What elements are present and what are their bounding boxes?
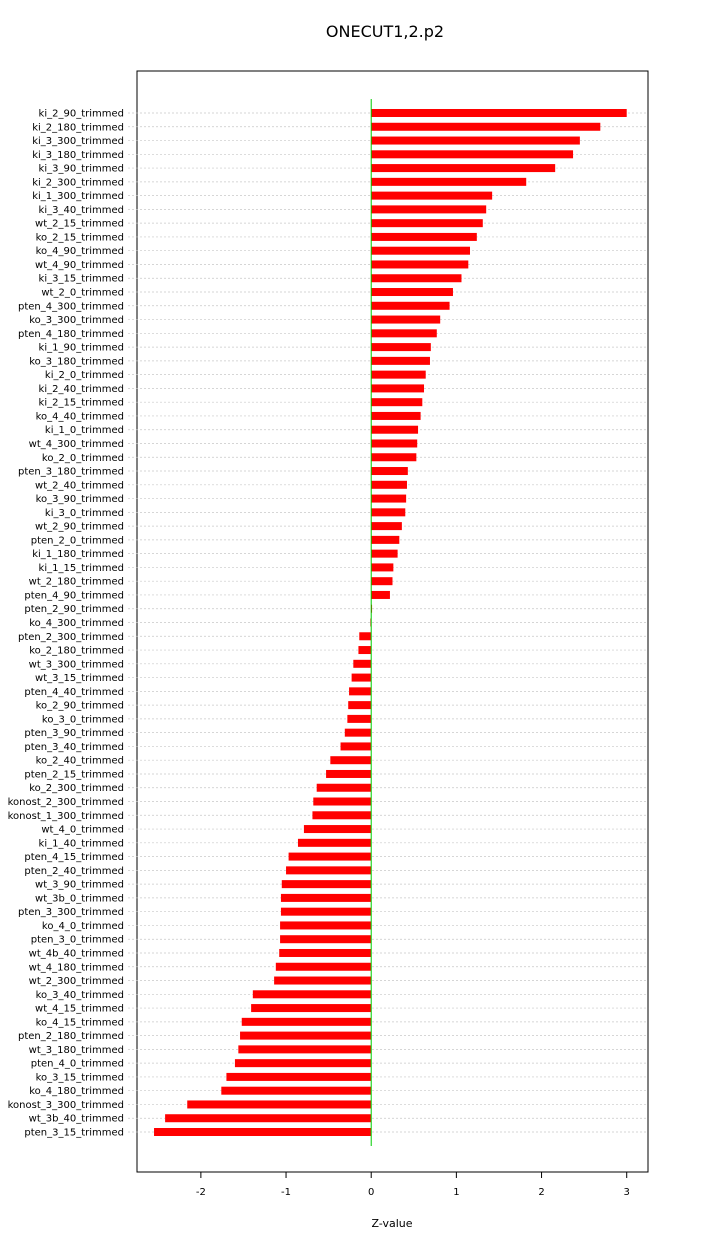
category-label: pten_4_300_trimmed [17,301,124,313]
category-label: pten_4_90_trimmed [24,590,124,602]
category-label: ki_1_300_trimmed [32,191,124,203]
category-label: ki_1_40_trimmed [38,838,124,850]
category-label: konost_1_300_trimmed [7,810,124,822]
category-label: pten_3_0_trimmed [30,934,124,946]
x-tick-label: 0 [368,1187,375,1198]
bar-wt_2_40_trimmed [371,481,407,489]
bar-wt_4_180_trimmed [276,963,371,971]
x-tick-label: -2 [195,1187,206,1198]
category-label: wt_3_15_trimmed [35,673,124,685]
bar-wt_2_180_trimmed [371,577,392,585]
category-label: ko_4_180_trimmed [29,1086,124,1098]
bar-pten_2_300_trimmed [359,632,371,640]
bar-ko_3_180_trimmed [371,357,430,365]
bar-ki_1_300_trimmed [371,192,492,200]
chart-title: ONECUT1,2.p2 [325,22,445,41]
bar-wt_3_300_trimmed [353,660,371,668]
category-label: ko_2_15_trimmed [35,232,124,244]
bar-wt_2_0_trimmed [371,288,453,296]
category-label: ki_2_180_trimmed [32,122,124,134]
category-label: wt_4_180_trimmed [28,962,124,974]
bar-ko_3_300_trimmed [371,316,440,324]
category-label: ki_2_0_trimmed [44,370,124,382]
category-label: pten_4_0_trimmed [30,1058,124,1070]
bar-ko_3_15_trimmed [226,1073,371,1081]
bar-ki_1_40_trimmed [298,839,371,847]
x-axis-title: Z-value [371,1217,413,1230]
x-tick-label: 3 [623,1187,630,1198]
category-label: ki_3_90_trimmed [38,163,124,175]
bar-ko_2_0_trimmed [371,453,416,461]
category-label: ko_2_300_trimmed [29,783,124,795]
category-label: wt_2_90_trimmed [35,521,124,533]
category-label: ko_3_40_trimmed [35,989,124,1001]
category-label: pten_2_15_trimmed [24,769,124,781]
bar-ki_3_40_trimmed [371,205,486,213]
category-label: ko_2_180_trimmed [29,645,124,657]
category-label: ko_4_300_trimmed [29,618,124,629]
x-tick-label: 2 [538,1187,545,1198]
x-tick-label: 1 [453,1187,460,1198]
category-label: wt_2_180_trimmed [28,576,124,588]
bar-ki_2_300_trimmed [371,178,526,186]
category-label: ko_2_0_trimmed [41,452,124,464]
category-label: pten_2_40_trimmed [24,865,124,877]
category-label: wt_3b_40_trimmed [28,1113,124,1125]
category-label: pten_4_15_trimmed [24,852,124,864]
category-label: ko_2_90_trimmed [35,700,124,712]
bar-ko_4_40_trimmed [371,412,420,420]
category-label: pten_2_300_trimmed [17,631,124,643]
bar-wt_2_15_trimmed [371,219,483,227]
bar-ki_2_180_trimmed [371,123,600,131]
bar-wt_4_0_trimmed [304,825,371,833]
bar-ki_1_0_trimmed [371,426,418,434]
category-label: pten_3_90_trimmed [24,728,124,740]
category-label: pten_2_90_trimmed [24,604,124,616]
bar-konost_1_300_trimmed [312,811,371,819]
category-label: konost_3_300_trimmed [7,1099,124,1111]
bar-wt_2_300_trimmed [274,977,371,985]
bar-wt_4_90_trimmed [371,260,468,268]
category-label: ko_4_90_trimmed [35,246,124,258]
category-label: ki_2_40_trimmed [38,383,124,395]
category-label: pten_3_15_trimmed [24,1127,124,1139]
bar-pten_3_180_trimmed [371,467,408,475]
category-label: wt_3_180_trimmed [28,1044,124,1056]
bar-pten_4_0_trimmed [235,1059,371,1067]
bar-pten_2_0_trimmed [371,536,399,544]
bar-ki_3_180_trimmed [371,150,573,158]
category-label: konost_2_300_trimmed [7,797,124,809]
bar-ki_1_90_trimmed [371,343,431,351]
category-label: ki_3_300_trimmed [32,136,124,148]
category-label: ki_3_0_trimmed [44,507,124,519]
bar-ko_2_300_trimmed [317,784,372,792]
bar-ko_3_0_trimmed [347,715,371,723]
category-label: ko_3_15_trimmed [35,1072,124,1084]
category-label-layer [8,109,124,1139]
bar-wt_4_15_trimmed [251,1004,371,1012]
bar-wt_3_90_trimmed [282,880,371,888]
category-label: pten_3_300_trimmed [17,907,124,919]
category-label: ki_1_15_trimmed [38,562,124,574]
bar-konost_2_300_trimmed [313,798,371,806]
category-label: ko_3_180_trimmed [29,356,124,368]
category-label: ko_4_0_trimmed [41,920,124,932]
x-tick-label: -1 [281,1187,292,1198]
bar-ko_4_90_trimmed [371,247,470,255]
bar-wt_3_15_trimmed [352,674,372,682]
bar-ki_2_0_trimmed [371,371,426,379]
bar-wt_2_90_trimmed [371,522,402,530]
category-label: pten_3_180_trimmed [17,466,124,478]
bar-ki_3_0_trimmed [371,508,405,516]
category-label: ki_1_90_trimmed [38,342,124,354]
bar-ko_2_180_trimmed [358,646,371,654]
bar-wt_4_300_trimmed [371,439,417,447]
category-label: wt_2_300_trimmed [28,976,124,988]
bar-pten_3_90_trimmed [345,729,371,737]
bar-ki_3_300_trimmed [371,137,580,145]
category-label: ki_3_180_trimmed [32,149,124,161]
category-label: ko_4_15_trimmed [35,1017,124,1029]
category-label: ko_2_40_trimmed [35,755,124,767]
category-label: wt_4_90_trimmed [35,259,124,271]
bar-ko_2_15_trimmed [371,233,477,241]
category-label: ko_4_40_trimmed [35,411,124,423]
bar-pten_2_40_trimmed [286,866,371,874]
bar-konost_3_300_trimmed [187,1100,371,1108]
category-label: ko_3_300_trimmed [29,315,124,327]
bar-ko_4_180_trimmed [221,1087,371,1095]
bar-ki_1_180_trimmed [371,550,397,558]
bar-wt_4b_40_trimmed [279,949,371,957]
bar-ko_3_90_trimmed [371,495,406,503]
category-label: ko_3_90_trimmed [35,494,124,506]
bar-ko_3_40_trimmed [253,990,371,998]
bar-ki_3_90_trimmed [371,164,555,172]
category-label: wt_4b_40_trimmed [28,948,124,960]
bar-ki_3_15_trimmed [371,274,461,282]
bar-wt_3b_0_trimmed [281,894,371,902]
category-label: ki_2_90_trimmed [38,108,124,120]
bar-ki_2_15_trimmed [371,398,422,406]
bar-pten_4_15_trimmed [289,853,372,861]
category-label: pten_2_180_trimmed [17,1031,124,1043]
category-label: ki_1_0_trimmed [44,425,124,437]
category-label: wt_2_15_trimmed [35,218,124,230]
bar-pten_4_90_trimmed [371,591,390,599]
bar-pten_3_300_trimmed [281,908,371,916]
bar-pten_3_15_trimmed [154,1128,371,1136]
category-label: pten_4_40_trimmed [24,686,124,698]
category-label: wt_3_90_trimmed [35,879,124,891]
category-label: ki_3_15_trimmed [38,273,124,285]
bar-ki_1_15_trimmed [371,563,393,571]
category-label: wt_4_15_trimmed [35,1003,124,1015]
x-axis [196,1172,630,1198]
bar-ko_4_15_trimmed [242,1018,371,1026]
category-label: ki_2_300_trimmed [32,177,124,189]
category-label: ki_1_180_trimmed [32,549,124,561]
category-label: wt_4_300_trimmed [28,438,124,450]
bar-ko_2_40_trimmed [330,756,371,764]
bar-pten_3_0_trimmed [280,935,371,943]
bar-pten_4_300_trimmed [371,302,449,310]
bar-wt_3_180_trimmed [238,1045,371,1053]
category-label: pten_2_0_trimmed [30,535,124,547]
bar-pten_4_180_trimmed [371,329,437,337]
category-label: wt_2_40_trimmed [35,480,124,492]
category-label: wt_3b_0_trimmed [35,893,124,905]
bar-ko_2_90_trimmed [348,701,371,709]
bar-wt_3b_40_trimmed [165,1114,371,1122]
category-label: ko_3_0_trimmed [41,714,124,726]
bar-pten_3_40_trimmed [341,742,372,750]
bar-pten_2_15_trimmed [326,770,371,778]
bar-pten_2_180_trimmed [240,1032,371,1040]
category-label: wt_2_0_trimmed [41,287,124,299]
category-label: pten_4_180_trimmed [17,328,124,340]
bar-ki_2_40_trimmed [371,384,424,392]
category-label: pten_3_40_trimmed [24,741,124,753]
bar-ki_2_90_trimmed [371,109,627,117]
bar-pten_4_40_trimmed [349,687,371,695]
bar-ko_4_0_trimmed [280,921,371,929]
category-label: ki_3_40_trimmed [38,204,124,216]
category-label: wt_3_300_trimmed [28,659,124,671]
category-label: ki_2_15_trimmed [38,397,124,409]
category-label: wt_4_0_trimmed [41,824,124,836]
